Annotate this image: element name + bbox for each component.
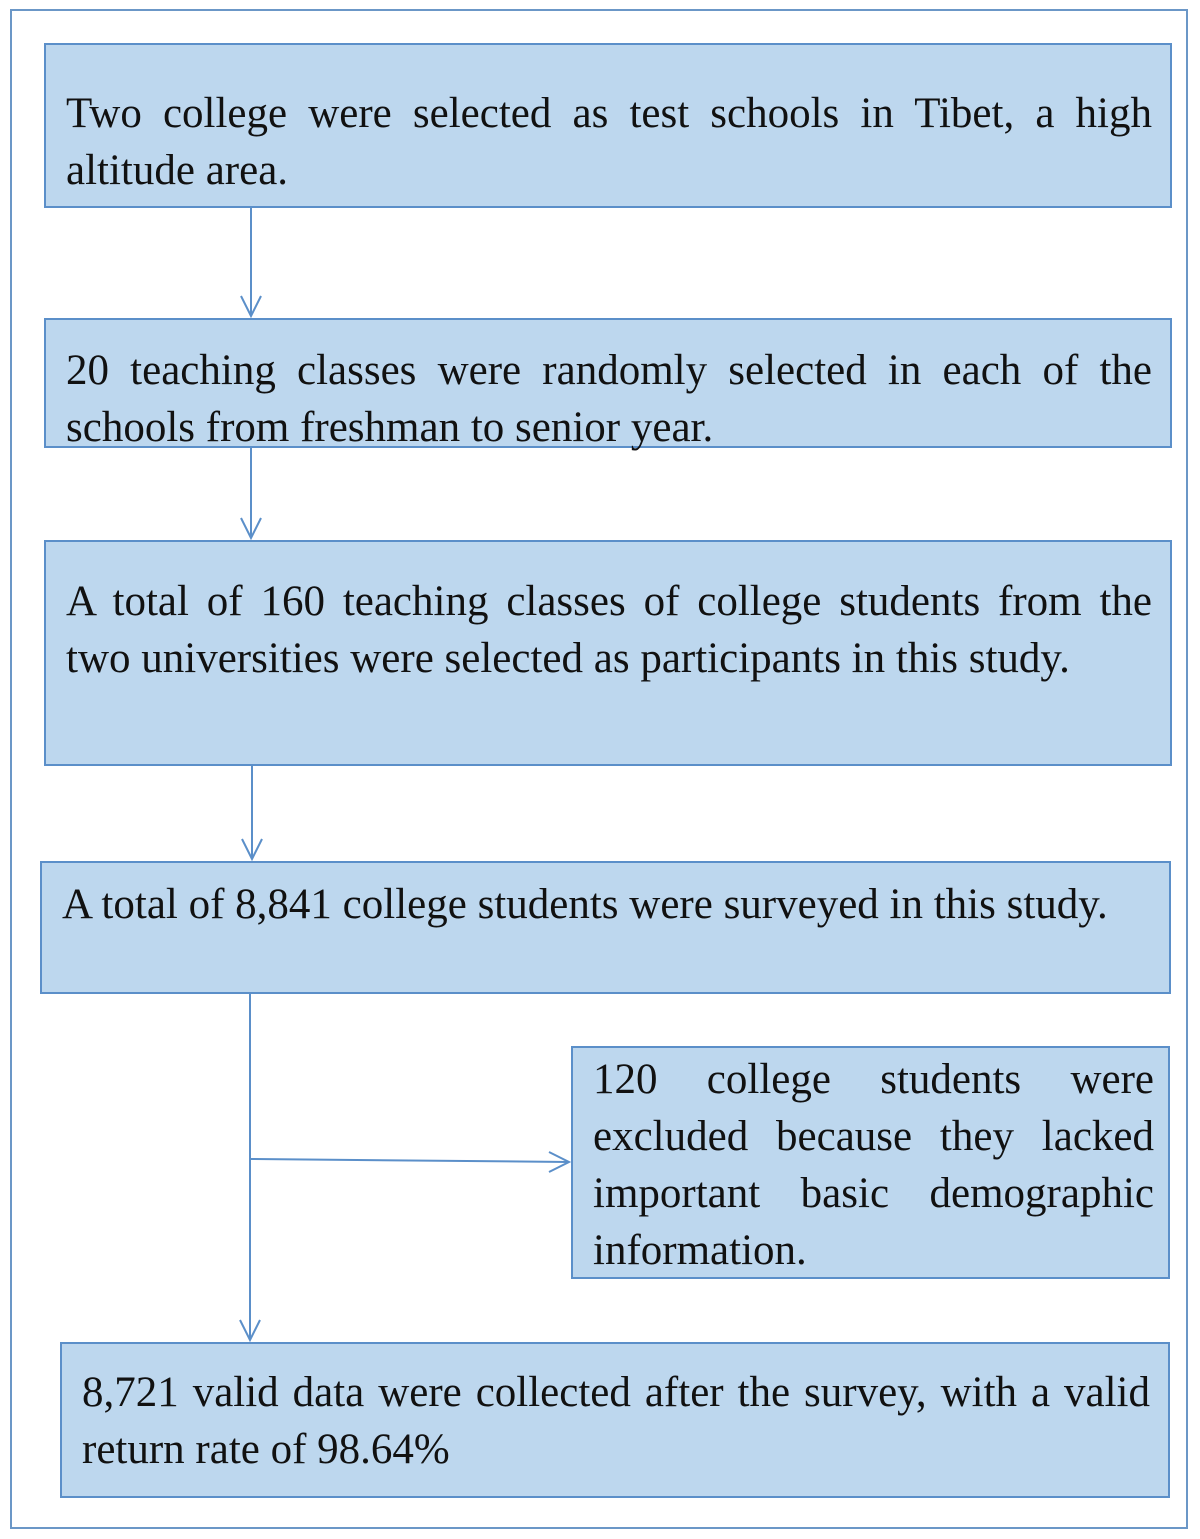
step-1-box xyxy=(44,43,1172,208)
step-3-text: A total of 160 teaching classes of college students from the two universities were selected as participants in this study. xyxy=(66,578,1152,682)
step-4-text: A total of 8,841 college students were surveyed in this study. xyxy=(62,881,1108,928)
step-1-text: Two college were selected as test schools in Tibet, a high altitude area. xyxy=(66,90,1152,194)
final-result-text: 8,721 valid data were collected after the survey, with a valid return rate of 98.64% xyxy=(82,1369,1150,1473)
exclusion-box xyxy=(571,1046,1170,1279)
step-4-box xyxy=(40,861,1171,994)
step-2-text: 20 teaching classes were randomly selected in each of the schools from freshman to senior year. xyxy=(66,347,1152,451)
final-result-box xyxy=(60,1342,1170,1498)
step-3-box xyxy=(44,540,1172,766)
exclusion-text: 120 college students were excluded because they lacked important basic demographic information. xyxy=(593,1056,1154,1274)
step-2-box xyxy=(44,318,1172,451)
outer-frame xyxy=(10,9,1188,1529)
